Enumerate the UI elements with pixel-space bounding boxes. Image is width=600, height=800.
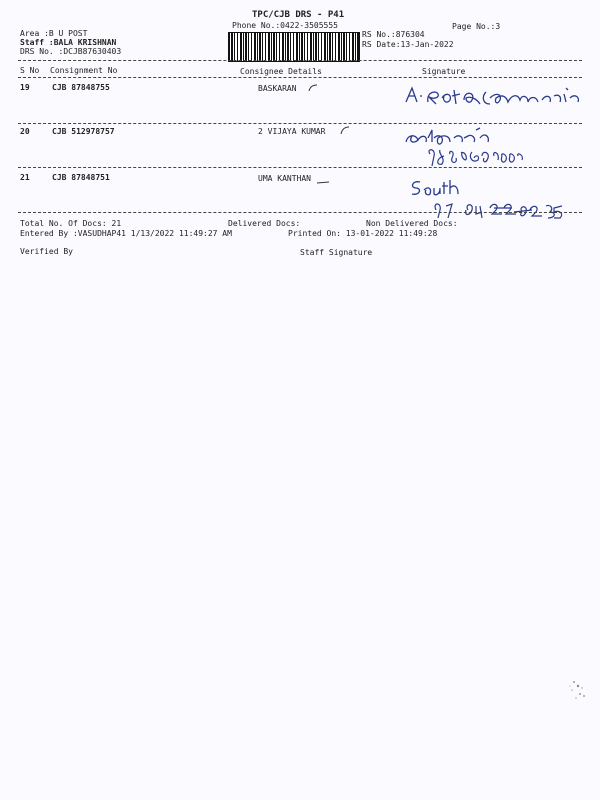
- row-sno: 20: [20, 127, 30, 136]
- tick-mark-icon: [308, 84, 318, 92]
- column-header-signature: Signature: [422, 67, 466, 76]
- printed-on: Printed On: 13-01-2022 11:49:28: [288, 229, 438, 238]
- verified-by: Verified By: [20, 247, 73, 256]
- row-consignment: CJB 87848755: [52, 83, 110, 92]
- column-header-consignee: Consignee Details: [240, 67, 322, 76]
- total-docs: Total No. Of Docs: 21: [20, 219, 122, 228]
- delivered-docs: Delivered Docs:: [228, 219, 301, 228]
- rs-number: RS No.:876304: [362, 30, 425, 39]
- tick-mark-icon: [340, 126, 350, 135]
- staff-name: Staff :BALA KRISHNAN: [20, 38, 117, 47]
- barcode: [228, 32, 360, 62]
- row-consignee: BASKARAN: [258, 84, 297, 93]
- entered-by: Entered By :VASUDHAP41 1/13/2022 11:49:27 AM: [20, 229, 232, 238]
- rs-date: RS Date:13-Jan-2022: [362, 40, 454, 49]
- area-label: Area :B U POST: [20, 29, 88, 38]
- non-delivered-docs: Non Delivered Docs:: [366, 219, 458, 228]
- header-divider-top: [18, 60, 582, 61]
- handwritten-signature: [406, 176, 576, 222]
- header-divider-bottom: [18, 77, 582, 78]
- row-sno: 21: [20, 173, 30, 182]
- handwritten-signature: [402, 84, 592, 114]
- row-sno: 19: [20, 83, 30, 92]
- row-consignee: UMA KANTHAN: [258, 174, 311, 183]
- row-divider: [18, 212, 582, 213]
- scan-noise: [560, 668, 600, 718]
- phone-number: Phone No.:0422-3505555: [232, 21, 338, 30]
- column-header-sno: S No: [20, 66, 40, 75]
- row-divider: [18, 167, 582, 168]
- row-consignment: CJB 512978757: [52, 127, 115, 136]
- column-header-consignment: Consignment No: [50, 66, 118, 75]
- page-number: Page No.:3: [452, 22, 501, 31]
- row-consignee: 2 VIJAYA KUMAR: [258, 127, 326, 136]
- document-title: TPC/CJB DRS - P41: [252, 10, 345, 20]
- staff-signature-label: Staff Signature: [300, 248, 373, 257]
- dash-mark-icon: [316, 180, 330, 186]
- row-consignment: CJB 87848751: [52, 173, 110, 182]
- drs-number: DRS No. :DCJB87630403: [20, 47, 122, 56]
- handwritten-signature: [402, 126, 572, 168]
- row-divider: [18, 123, 582, 124]
